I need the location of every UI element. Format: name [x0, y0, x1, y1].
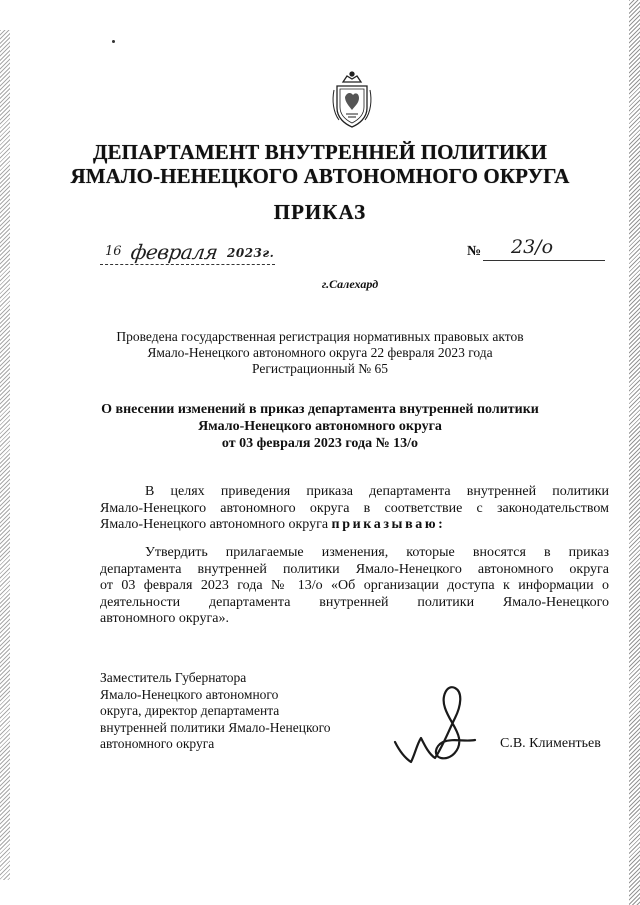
department-line-2: ЯМАЛО-НЕНЕЦКОГО АВТОНОМНОГО ОКРУГА [70, 164, 570, 188]
signatory-line-5: автономного округа [100, 736, 215, 751]
number-value: 23/о [511, 236, 554, 258]
scan-border-right [629, 0, 640, 905]
preamble-paragraph [100, 484, 609, 534]
date-year: 2023г. [227, 246, 275, 260]
order-subject [0, 401, 640, 452]
order-line-1: Утвердить прилагаемые изменения, которые вносятся в приказ [145, 545, 609, 560]
handwritten-signature-icon [385, 680, 485, 775]
number-label: № [467, 244, 482, 259]
department-line-1: ДЕПАРТАМЕНТ ВНУТРЕННЕЙ ПОЛИТИКИ [92, 140, 548, 164]
scan-speck [112, 40, 115, 43]
coat-of-arms-icon [331, 70, 373, 128]
registration-note [0, 329, 640, 377]
subject-line-3: от 03 февраля 2023 года № 13/о [221, 436, 419, 451]
registration-line-2: Ямало-Ненецкого автономного округа 22 февраля 2023 года [147, 345, 493, 360]
department-name [0, 140, 640, 188]
order-line-5: автономного округа». [100, 611, 229, 626]
order-paragraph [100, 545, 609, 628]
order-line-3: от 03 февраля 2023 года № 13/о «Об организации доступа к информации о [100, 578, 609, 593]
order-date [100, 240, 282, 266]
signatory-line-1: Заместитель Губернатора [100, 670, 247, 685]
date-day: 16 [105, 244, 122, 259]
date-month: февраля [129, 240, 220, 264]
preamble-line-3-text: Ямало-Ненецкого автономного округа [100, 517, 329, 532]
city: г.Салехард [321, 277, 379, 291]
date-underline [100, 264, 275, 265]
number-underline [483, 260, 605, 261]
signatory-line-2: Ямало-Ненецкого автономного [100, 686, 279, 702]
order-line-4: деятельности департамента внутренней политики Ямало-Ненецкого [100, 594, 609, 610]
signatory-line-4: внутренней политики Ямало-Ненецкого [100, 719, 331, 735]
signatory-title [100, 670, 331, 753]
preamble-line-2: Ямало-Ненецкого автономного округа в соответствие с законодательством [100, 500, 609, 516]
registration-line-3: Регистрационный № 65 [252, 361, 388, 376]
subject-line-2: Ямало-Ненецкого автономного округа [198, 419, 442, 434]
signatory-line-3: округа, директор департамента [100, 703, 280, 718]
order-line-2: департамента внутренней политики Ямало-Ненецкого автономного округа [100, 561, 609, 577]
signatory-name: С.В. Климентьев [500, 736, 601, 751]
order-number [467, 238, 607, 264]
preamble-line-1: В целях приведения приказа департамента внутренней политики [145, 484, 609, 499]
order-word: приказываю: [331, 517, 446, 532]
preamble-line-3 [100, 517, 609, 534]
order-title: ПРИКАЗ [273, 200, 367, 224]
registration-line-1: Проведена государственная регистрация нормативных правовых актов [116, 329, 524, 344]
subject-line-1: О внесении изменений в приказ департамента внутренней политики [101, 402, 539, 417]
